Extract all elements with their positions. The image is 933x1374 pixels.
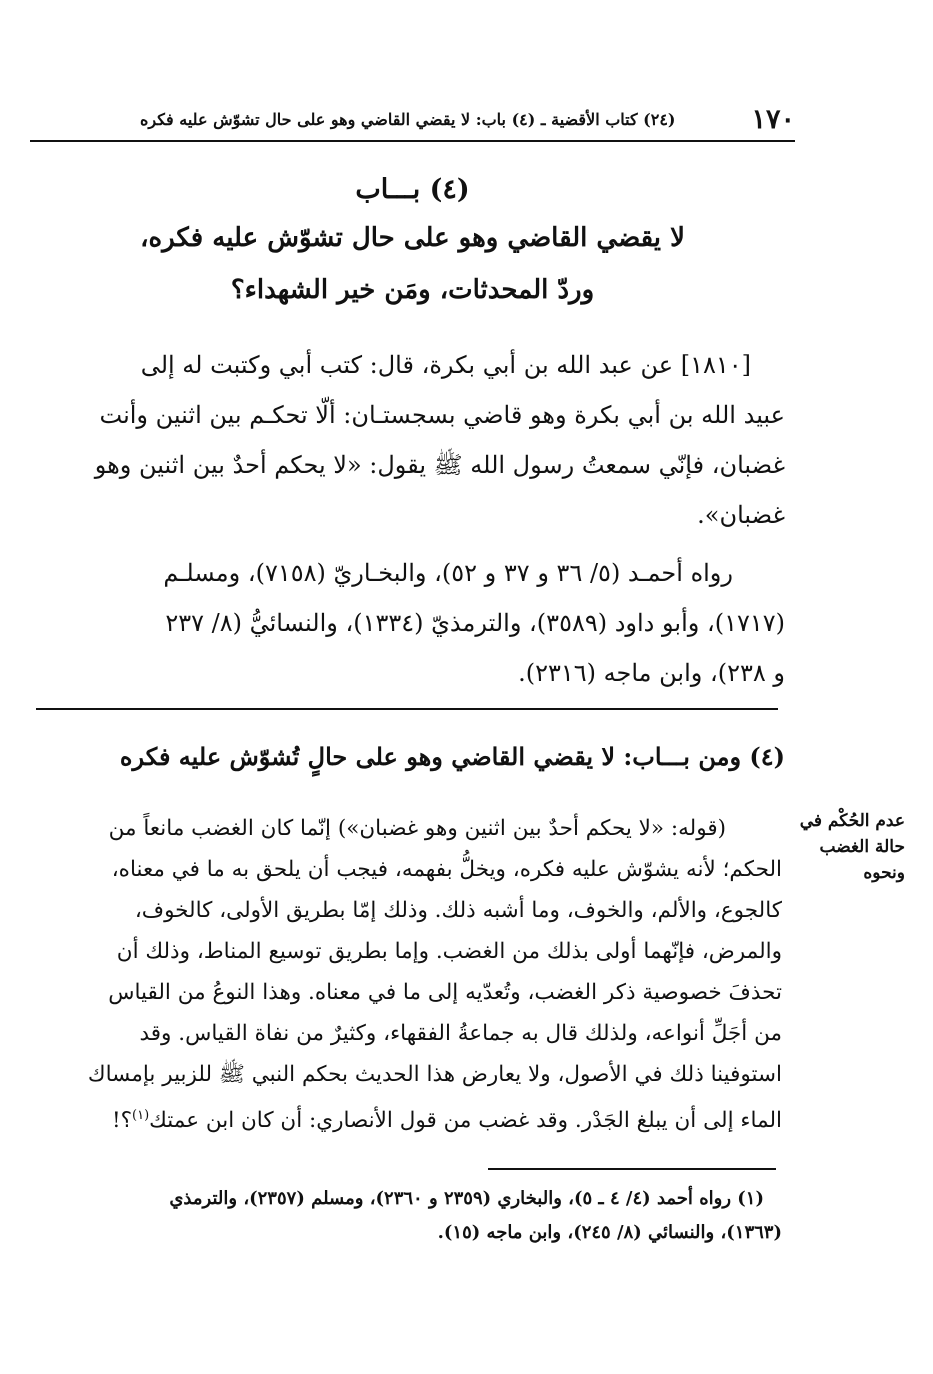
page-number: ١٧٠ [751,104,795,135]
margin-note-line: ونحوه [863,863,905,883]
commentary-line-text: الماء إلى أن يبلغ الجَدْر. وقد غضب من قول الأنصاري: أن كان ابن عمتك [149,1108,782,1134]
commentary-line: من أجَلِّ أنواعه، ولذلك قال به جماعةُ الفقهاء، وكثيرٌ من نفاة القياس. وقد [139,1021,782,1046]
commentary-heading: (٤) ومن بـــاب: لا يقضي القاضي وهو على حالٍ تُشوّش عليه فكره [119,742,785,771]
footnote [30,1182,782,1250]
hadith-line: غضبان». [697,501,785,529]
margin-note-line: عدم الحُكْم في [799,811,905,831]
chapter-number: (٤) بـــاب [355,174,470,205]
footnote-ref[interactable]: (١) [132,1108,150,1123]
commentary-line: والمرض، فإنّهما أولى بذلك من الغضب. وإما بطريق توسيع المناط، وذلك أن [116,939,782,964]
running-title: (٢٤) كتاب الأقضية ـ (٤) باب: لا يقضي القاضي وهو على حال تشوّش عليه فكره [140,110,676,129]
commentary-line-tail: ؟! [111,1108,133,1134]
section-divider [36,708,778,710]
hadith-line: غضبان، فإنّي سمعتُ رسول الله ﷺ يقول: «لا يحكم أحدٌ بين اثنين وهو [94,451,785,479]
commentary-line: (قوله: «لا يحكم أحدٌ بين اثنين وهو غضبان») إنّما كان الغضب مانعاً من [108,816,726,841]
footnote-rule [488,1168,776,1170]
commentary-line: كالجوع، والألم، والخوف، وما أشبه ذلك. وذلك إمّا بطريق الأولى، كالخوف، [134,898,782,923]
commentary-text [30,808,782,1141]
footnote-line: (١) رواه أحمد (٤/ ٤ ـ ٥)، والبخاري (٢٣٥٩ و ٢٣٦٠)، ومسلم (٢٣٥٧)، والترمذي [169,1188,764,1209]
commentary-line: الحكم؛ لأنه يشوّش عليه فكره، ويخلُّ بفهمه، فيجب أن يلحق به ما في معناه، [111,857,782,882]
commentary-line: استوفينا ذلك في الأصول، ولا يعارض هذا الحديث بحكم النبي ﷺ للزبير بإمساك [87,1062,782,1087]
running-header [30,104,795,138]
chapter-title-line-2: وردّ المحدثات، ومَن خير الشهداء؟ [230,275,595,305]
footnote-line: (١٣٦٣)، والنسائي (٨/ ٢٤٥)، وابن ماجه (١٥). [437,1222,782,1243]
commentary-last-line [30,1095,782,1141]
hadith-line: [١٨١٠] عن عبد الله بن أبي بكرة، قال: كتب أبي وكتبت له إلى [140,351,751,379]
takhrij-line: و ٢٣٨)، وابن ماجه (٢٣١٦). [518,659,785,687]
takhrij-text [30,548,785,698]
takhrij-line: (١٧١٧)، وأبو داود (٣٥٨٩)، والترمذيّ (١٣٣٤)، والنسائيُّ (٨/ ٢٣٧ [165,609,785,637]
chapter-title-line-1: لا يقضي القاضي وهو على حال تشوّش عليه فكره، [140,223,685,253]
hadith-text [30,340,785,540]
takhrij-line: رواه أحمـد (٥/ ٣٦ و ٣٧ و ٥٢)، والبخـاريّ (٧١٥٨)، ومسلـم [163,559,733,587]
margin-note [790,808,905,886]
chapter-heading [30,168,795,316]
header-rule [30,140,795,142]
margin-note-line: حالة الغضب [819,837,905,857]
hadith-line: عبيد الله بن أبي بكرة وهو قاضي بسجستـان: ألّا تحكـم بين اثنين وأنت [99,401,785,429]
commentary-line: تحذفَ خصوصية ذكر الغضب، وتُعدّيه إلى ما في معناه. وهذا النوعُ من القياس [108,980,782,1005]
